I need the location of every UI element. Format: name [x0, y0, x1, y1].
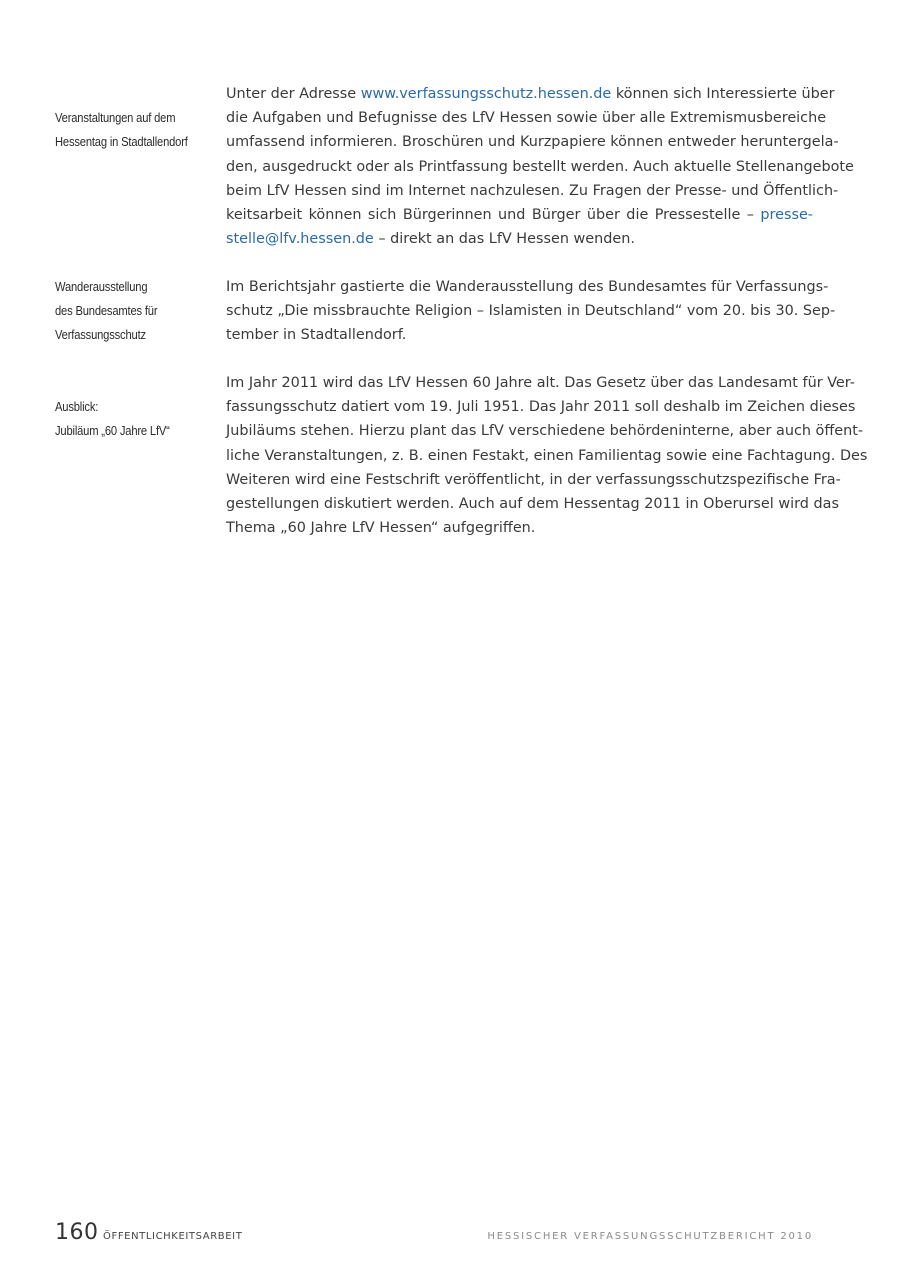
- paragraph-line: liche Veranstaltungen, z. B. einen Festakt, einen Familientag sowie eine Fachtagung. Des: [226, 447, 868, 464]
- page-number: 160: [55, 1220, 99, 1245]
- sidenote-line: Hessentag in Stadtallendorf: [55, 134, 188, 149]
- paragraph-line: fassungsschutz datiert vom 19. Juli 1951. Das Jahr 2011 soll deshalb im Zeichen dieses: [226, 399, 856, 416]
- sidenote-line: Verfassungsschutz: [55, 327, 146, 342]
- paragraph-line: umfassend informieren. Broschüren und Kurzpapiere können entweder heruntergela-: [226, 134, 839, 151]
- paragraph-line: Im Berichtsjahr gastierte die Wanderausstellung des Bundesamtes für Verfassungs-: [226, 279, 829, 295]
- paragraph-exhibition: [226, 275, 836, 348]
- paragraph-line: keitsarbeit können sich Bürgerinnen und Bürger über die Pressestelle – presse-: [226, 207, 813, 224]
- sidenote-wanderausstellung: [55, 275, 193, 347]
- paragraph-line: den, ausgedruckt oder als Printfassung bestellt werden. Auch aktuelle Stellenangebote: [226, 158, 854, 175]
- paragraph-line: stelle@lfv.hessen.de – direkt an das LfV Hessen wenden.: [226, 231, 635, 248]
- paragraph-line: gestellungen diskutiert werden. Auch auf dem Hessentag 2011 in Oberursel wird das: [226, 496, 839, 513]
- email-link[interactable]: stelle@lfv.hessen.de: [226, 231, 374, 248]
- paragraph-line: Thema „60 Jahre LfV Hessen“ aufgegriffen.: [226, 520, 536, 537]
- sidenote-line: Jubiläum „60 Jahre LfV“: [55, 423, 170, 438]
- sidenote-hessentag: [55, 106, 193, 154]
- paragraph-line: Jubiläums stehen. Hierzu plant das LfV verschiedene behördeninterne, aber auch öffent-: [226, 423, 864, 440]
- sidenote-line: Veranstaltungen auf dem: [55, 110, 176, 125]
- paragraph-line: beim LfV Hessen sind im Internet nachzulesen. Zu Fragen der Presse- und Öffentlich-: [226, 182, 839, 199]
- website-link[interactable]: www.verfassungsschutz.hessen.de: [360, 86, 612, 102]
- paragraph-line: die Aufgaben und Befugnisse des LfV Hessen sowie über alle Extremismusbereiche: [226, 110, 827, 127]
- footer-publication-title: HESSISCHER VERFASSUNGSSCHUTZBERICHT 2010: [487, 1231, 813, 1242]
- sidenote-line: des Bundesamtes für: [55, 303, 158, 318]
- paragraph-line: Im Jahr 2011 wird das LfV Hessen 60 Jahre alt. Das Gesetz über das Landesamt für Ver-: [226, 375, 855, 391]
- paragraph-line: schutz „Die missbrauchte Religion – Islamisten in Deutschland“ vom 20. bis 30. Sep-: [226, 303, 836, 320]
- footer-section-title: ÖFFENTLICHKEITSARBEIT: [103, 1231, 243, 1242]
- paragraph-internet: [226, 82, 854, 251]
- paragraph-line: Unter der Adresse www.verfassungsschutz.hessen.de können sich Interessierte über: [226, 86, 835, 102]
- paragraph-anniversary: [226, 371, 868, 540]
- email-link[interactable]: presse-: [760, 207, 813, 224]
- paragraph-line: Weiteren wird eine Festschrift veröffentlicht, in der verfassungsschutzspezifische Fra-: [226, 471, 841, 488]
- paragraph-line: tember in Stadtallendorf.: [226, 327, 407, 344]
- sidenote-line: Ausblick:: [55, 399, 99, 414]
- sidenote-line: Wanderausstellung: [55, 279, 148, 294]
- sidenote-ausblick: [55, 395, 193, 443]
